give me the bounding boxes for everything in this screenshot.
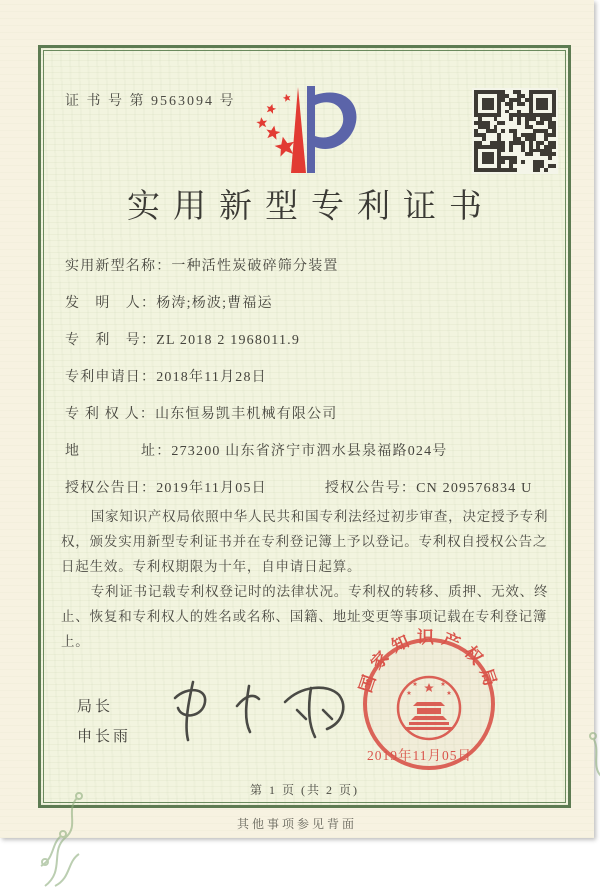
seal-date: 2019年11月05日	[367, 748, 472, 763]
field-value: ZL 2018 2 1968011.9	[156, 333, 301, 348]
spacer	[267, 478, 325, 500]
official-seal	[349, 626, 509, 786]
field-value: 273200 山东省济宁市泗水县泉福路024号	[171, 444, 448, 459]
back-side-note: 其他事项参见背面	[236, 817, 357, 831]
field-inventors	[65, 293, 548, 315]
certificate-number: 证 书 号 第 9563094 号	[65, 94, 236, 109]
floral-ornament-icon	[35, 786, 115, 891]
legal-paragraph-1: 国家知识产权局依照中华人民共和国专利法经过初步审查，决定授予专利权，颁发实用新型专利证书并在专利登记簿上予以登记。专利权自授权公告之日起生效。专利权期限为十年，自申请日起算。	[61, 509, 549, 574]
field-address	[65, 441, 548, 463]
grant-date-value: 2019年11月05日	[156, 481, 267, 496]
field-label: 实用新型名称：	[65, 259, 172, 274]
certificate-panel	[38, 45, 571, 808]
grant-date-label: 授权公告日：	[65, 481, 157, 496]
page-number: 第 1 页 (共 2 页)	[250, 783, 359, 797]
field-value: 2018年11月28日	[156, 370, 267, 385]
floral-ornament-icon	[571, 728, 600, 888]
svg-text:国家知识产权局: 国家知识产权局	[356, 627, 502, 695]
qr-code-icon	[472, 88, 558, 174]
field-label: 发 明 人：	[65, 296, 157, 311]
field-value: 杨涛;杨波;曹福运	[156, 296, 273, 311]
director-block	[77, 692, 131, 752]
field-patent-number	[65, 330, 548, 352]
field-label: 专 利 号：	[65, 333, 157, 348]
grant-no-label: 授权公告号：	[324, 481, 417, 496]
field-name	[65, 256, 548, 278]
legal-paragraph-2: 专利证书记载专利权登记时的法律状况。专利权的转移、质押、无效、终止、恢复和专利权人的姓名或名称、国籍、地址变更等事项记载在专利登记簿上。	[61, 584, 549, 649]
field-filing-date	[65, 367, 548, 389]
certificate-title: 实用新型专利证书	[127, 189, 495, 225]
director-name: 申长雨	[77, 728, 132, 745]
fields-block	[65, 256, 548, 515]
cnipa-logo-icon	[235, 81, 375, 183]
field-label: 专利申请日：	[65, 370, 157, 385]
field-label: 地 址：	[65, 444, 172, 459]
field-grant	[65, 478, 548, 500]
field-patentee	[65, 404, 548, 426]
field-value: 一种活性炭破碎筛分装置	[171, 259, 339, 274]
field-label: 专 利 权 人：	[65, 407, 156, 422]
field-value: 山东恒易凯丰机械有限公司	[155, 407, 338, 422]
director-title: 局长	[77, 698, 114, 715]
signature-icon	[153, 670, 373, 755]
grant-no-value: CN 209576834 U	[416, 481, 533, 496]
